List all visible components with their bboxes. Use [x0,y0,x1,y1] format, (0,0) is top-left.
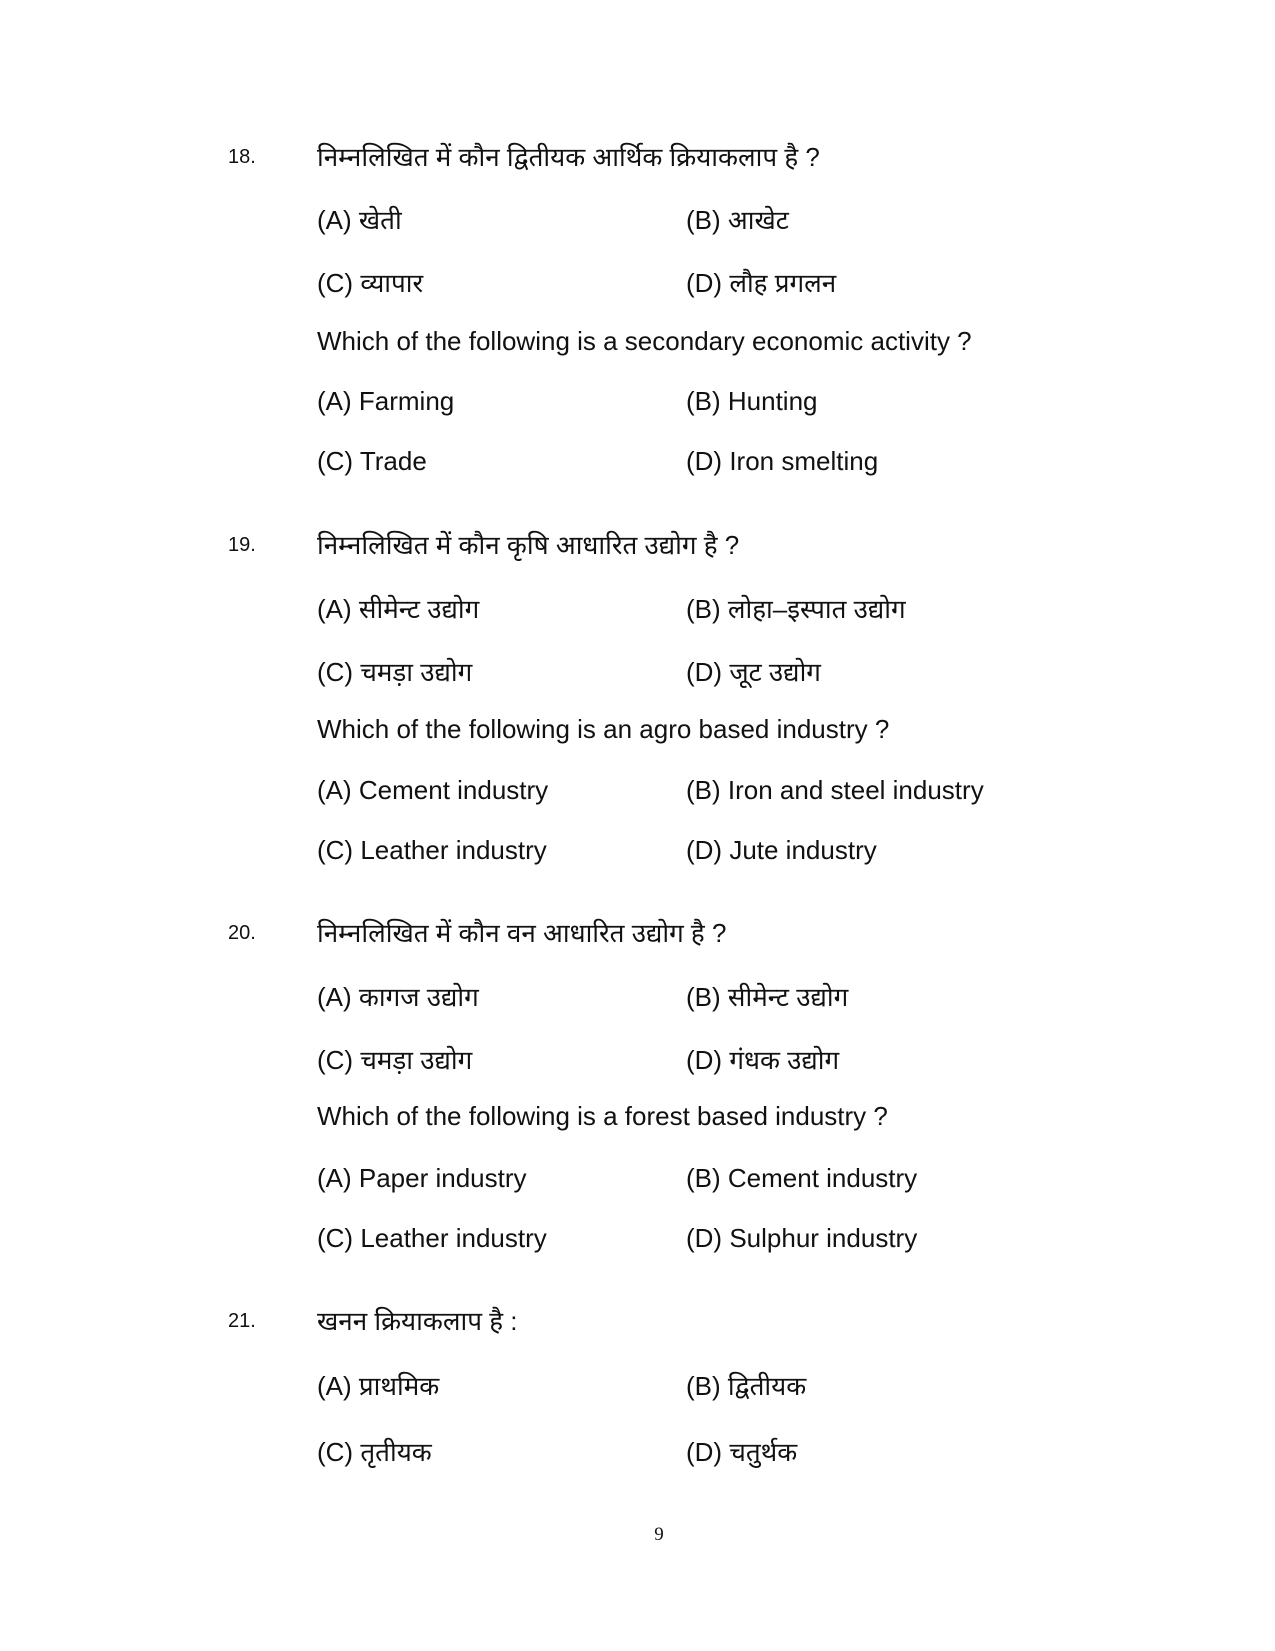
hindi-option-c: (C) चमड़ा उद्योग [317,1045,473,1075]
english-option-d: (D) Sulphur industry [686,1223,918,1253]
hindi-question: निम्नलिखित में कौन वन आधारित उद्योग है ? [317,918,727,948]
hindi-option-c: (C) तृतीयक [317,1437,432,1467]
hindi-option-a: (A) प्राथमिक [317,1371,440,1401]
hindi-option-d: (D) गंधक उद्योग [686,1045,840,1075]
hindi-question: निम्नलिखित में कौन कृषि आधारित उद्योग है ? [317,530,740,560]
hindi-option-d: (D) चतुर्थक [686,1437,798,1467]
english-option-a: (A) Farming [317,386,455,416]
english-option-a: (A) Paper industry [317,1163,527,1193]
english-option-a: (A) Cement industry [317,775,549,805]
english-option-c: (C) Leather industry [317,835,547,865]
hindi-option-a: (A) सीमेन्ट उद्योग [317,594,480,624]
hindi-question: निम्नलिखित में कौन द्वितीयक आर्थिक क्रियाकलाप है ? [317,142,820,172]
english-option-c: (C) Trade [317,446,427,476]
hindi-option-a: (A) खेती [317,205,402,235]
page-number: 9 [654,1524,664,1545]
hindi-option-b: (B) सीमेन्ट उद्योग [686,982,849,1012]
hindi-option-b: (B) आखेट [686,205,789,235]
hindi-question: खनन क्रियाकलाप है : [317,1306,518,1336]
hindi-option-c: (C) व्यापार [317,268,424,298]
english-option-b: (B) Hunting [686,386,818,416]
english-question: Which of the following is a secondary economic activity ? [317,326,972,356]
hindi-option-d: (D) लौह प्रगलन [686,268,837,298]
hindi-option-d: (D) जूट उद्योग [686,657,821,687]
hindi-option-b: (B) लोहा–इस्पात उद्योग [686,594,906,624]
hindi-option-a: (A) कागज उद्योग [317,982,479,1012]
english-question: Which of the following is a forest based industry ? [317,1101,888,1131]
english-option-d: (D) Jute industry [686,835,877,865]
english-option-b: (B) Cement industry [686,1163,918,1193]
question-number: 19. [228,534,256,556]
question-number: 21. [228,1310,256,1332]
hindi-option-b: (B) द्वितीयक [686,1371,807,1401]
english-question: Which of the following is an agro based industry ? [317,714,890,744]
english-option-d: (D) Iron smelting [686,446,879,476]
hindi-option-c: (C) चमड़ा उद्योग [317,657,473,687]
english-option-b: (B) Iron and steel industry [686,775,984,805]
question-number: 20. [228,922,256,944]
english-option-c: (C) Leather industry [317,1223,547,1253]
question-number: 18. [228,146,256,168]
